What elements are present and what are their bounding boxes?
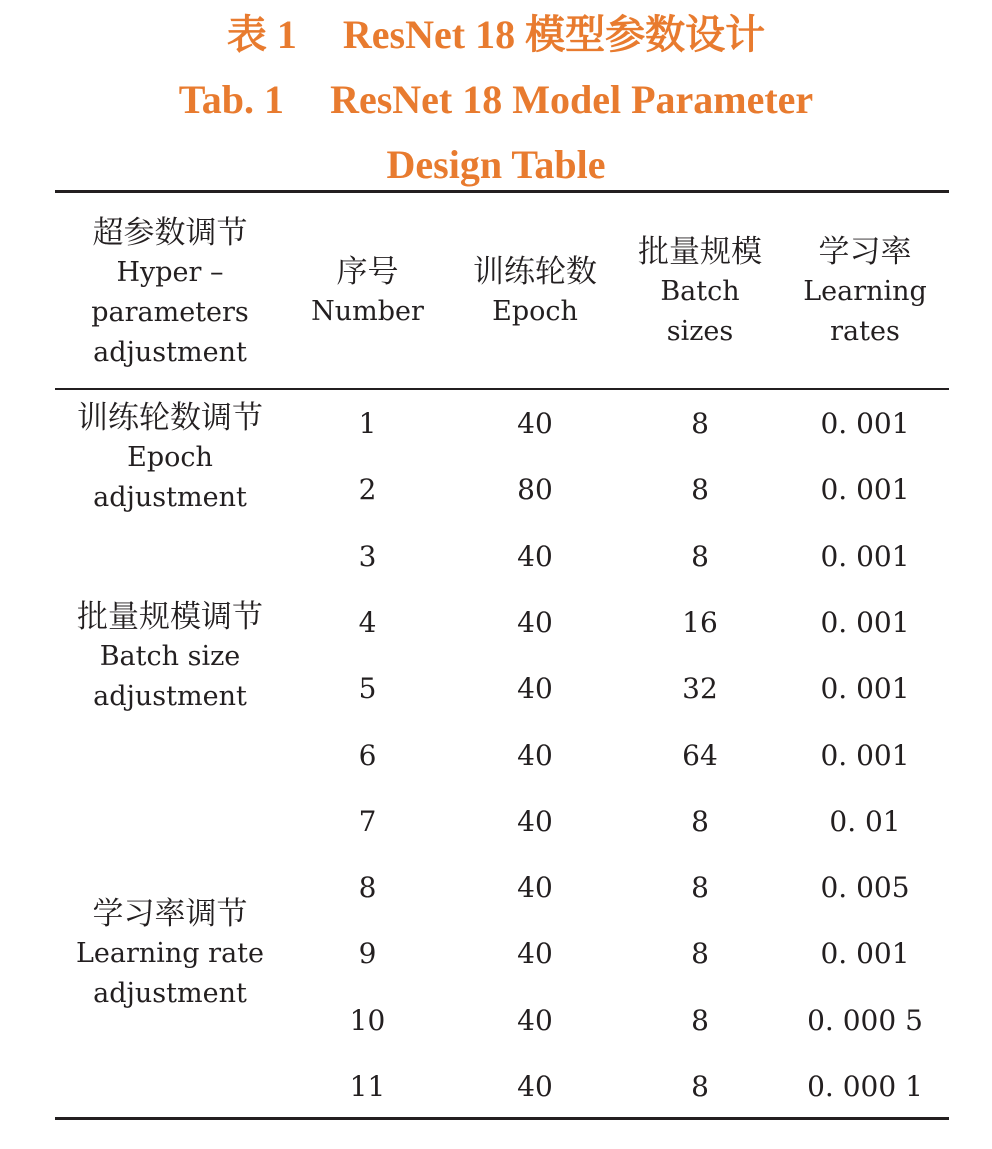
cell-lr: 0. 001: [820, 606, 910, 639]
cell-number: 7: [358, 805, 377, 838]
cell-number: 1: [358, 407, 377, 440]
cell-number: 6: [358, 739, 377, 772]
cell-number: 4: [358, 606, 377, 639]
cell-epoch: 40: [517, 805, 553, 838]
cell-lr: 0. 000 1: [807, 1070, 923, 1103]
cell-batch: 8: [691, 1004, 709, 1037]
cell-epoch: 40: [517, 739, 553, 772]
header-epoch-cn: 训练轮数: [473, 254, 597, 290]
cell-number: 5: [358, 672, 377, 705]
cell-number: 10: [349, 1004, 386, 1037]
header-lr-cn: 学习率: [818, 234, 912, 270]
header-batch-cn: 批量规模: [638, 234, 762, 270]
header-epoch-en: Epoch: [492, 296, 578, 327]
cell-batch: 8: [691, 937, 709, 970]
cell-batch: 32: [682, 672, 718, 705]
cell-batch: 8: [691, 473, 709, 506]
cell-lr: 0. 005: [820, 871, 910, 904]
header-lr-en2: rates: [830, 316, 900, 347]
group-epoch-en1: Epoch: [127, 442, 213, 473]
header-lr-en1: Learning: [803, 276, 927, 307]
cell-lr: 0. 001: [820, 407, 910, 440]
cell-batch: 8: [691, 805, 709, 838]
header-group: [55, 213, 285, 373]
cell-lr: 0. 001: [820, 937, 910, 970]
cell-epoch: 40: [517, 407, 553, 440]
cell-number: 8: [358, 871, 377, 904]
cell-number: 11: [349, 1070, 386, 1103]
table-header-rule: [55, 388, 949, 390]
cell-epoch: 40: [517, 1004, 553, 1037]
cell-batch: 8: [691, 871, 709, 904]
cell-lr: 0. 001: [820, 473, 910, 506]
group-lr-adjustment: [55, 894, 285, 1014]
caption-cn-label: 表 1: [226, 12, 297, 57]
cell-batch: 8: [691, 407, 709, 440]
header-lr: [785, 232, 945, 352]
cell-epoch: 40: [517, 672, 553, 705]
header-batch-en1: Batch: [660, 276, 740, 307]
caption-en-title-line1: ResNet 18 Model Parameter: [330, 77, 814, 122]
cell-number: 9: [358, 937, 377, 970]
group-epoch-cn: 训练轮数调节: [77, 400, 263, 436]
header-group-en3: adjustment: [93, 337, 247, 368]
group-epoch-en2: adjustment: [93, 482, 247, 513]
table-caption-cn: [0, 12, 992, 57]
header-batch-en2: sizes: [666, 316, 734, 347]
caption-cn-title: ResNet 18 模型参数设计: [342, 12, 766, 57]
cell-epoch: 40: [517, 937, 553, 970]
cell-epoch: 40: [517, 606, 553, 639]
header-group-cn: 超参数调节: [92, 215, 248, 251]
header-number: [290, 252, 445, 332]
cell-batch: 16: [682, 606, 718, 639]
cell-number: 3: [358, 540, 377, 573]
header-number-en: Number: [311, 296, 424, 327]
cell-batch: 8: [691, 540, 709, 573]
cell-epoch: 80: [517, 473, 553, 506]
cell-batch: 64: [682, 739, 718, 772]
header-number-cn: 序号: [336, 254, 399, 290]
caption-en-label: Tab. 1: [178, 77, 285, 122]
group-lr-en1: Learning rate: [75, 938, 265, 969]
table-bottom-rule: [55, 1117, 949, 1120]
cell-number: 2: [358, 473, 377, 506]
cell-lr: 0. 001: [820, 540, 910, 573]
group-batch-en1: Batch size: [99, 641, 241, 672]
header-group-en1: Hyper –: [116, 257, 224, 288]
group-lr-en2: adjustment: [93, 978, 247, 1009]
header-group-en2: parameters: [91, 297, 249, 328]
header-batch: [620, 232, 780, 352]
cell-lr: 0. 01: [829, 805, 901, 838]
header-epoch: [455, 252, 615, 332]
cell-batch: 8: [691, 1070, 709, 1103]
table-caption-en-line2: Design Table: [386, 142, 606, 187]
group-epoch-adjustment: [55, 398, 285, 518]
cell-lr: 0. 001: [820, 739, 910, 772]
cell-epoch: 40: [517, 1070, 553, 1103]
group-batch-cn: 批量规模调节: [77, 599, 263, 635]
group-batch-adjustment: [55, 597, 285, 717]
cell-epoch: 40: [517, 540, 553, 573]
cell-lr: 0. 000 5: [807, 1004, 923, 1037]
cell-epoch: 40: [517, 871, 553, 904]
table-caption-en: [0, 77, 992, 122]
table-top-rule: [55, 190, 949, 193]
group-batch-en2: adjustment: [93, 681, 247, 712]
cell-lr: 0. 001: [820, 672, 910, 705]
group-lr-cn: 学习率调节: [92, 896, 248, 932]
